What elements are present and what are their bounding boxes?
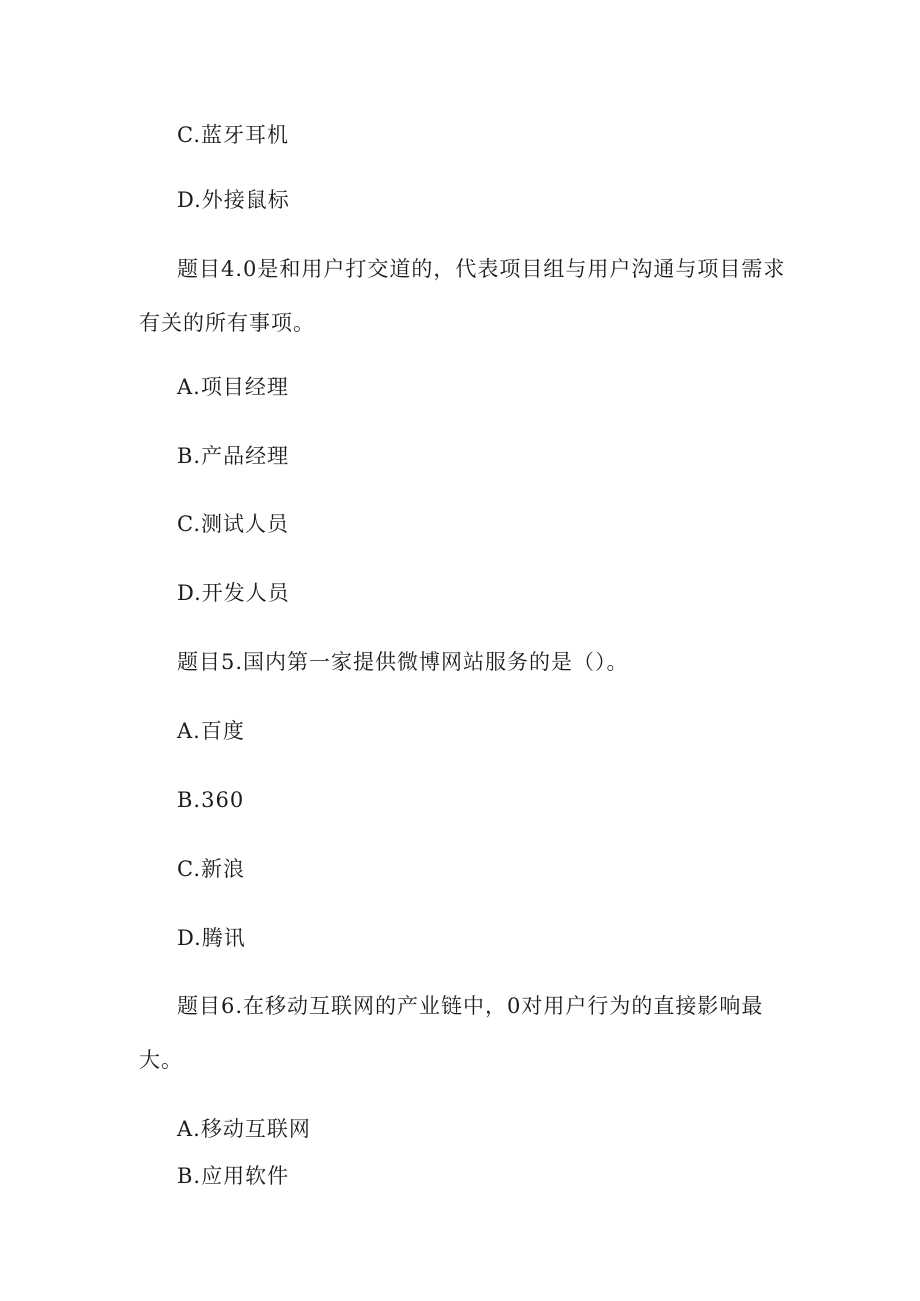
q6-option-a: A.移动互联网 [177,1117,311,1141]
q4-option-b: B.产品经理 [177,444,290,468]
q6-stem-line2: 大。 [139,1048,183,1072]
q5-option-d: D.腾讯 [177,926,246,950]
q4-option-c: C.测试人员 [177,512,289,536]
q5-option-c: C.新浪 [177,857,245,881]
q4-option-a: A.项目经理 [177,375,289,399]
q5-stem: 题目5.国内第一家提供微博网站服务的是（）。 [177,650,629,674]
q6-stem-line1: 题目6.在移动互联网的产业链中，0对用户行为的直接影响最 [177,994,764,1018]
q3-option-c: C.蓝牙耳机 [177,123,289,147]
q5-option-b: B.360 [177,788,245,812]
q4-option-d: D.开发人员 [177,581,290,605]
q6-option-b: B.应用软件 [177,1164,290,1188]
q5-option-a: A.百度 [177,719,245,743]
q4-stem-line1: 题目4.0是和用户打交道的，代表项目组与用户沟通与项目需求 [177,257,786,281]
q3-option-d: D.外接鼠标 [177,188,290,212]
q4-stem-line2: 有关的所有事项。 [139,311,315,335]
